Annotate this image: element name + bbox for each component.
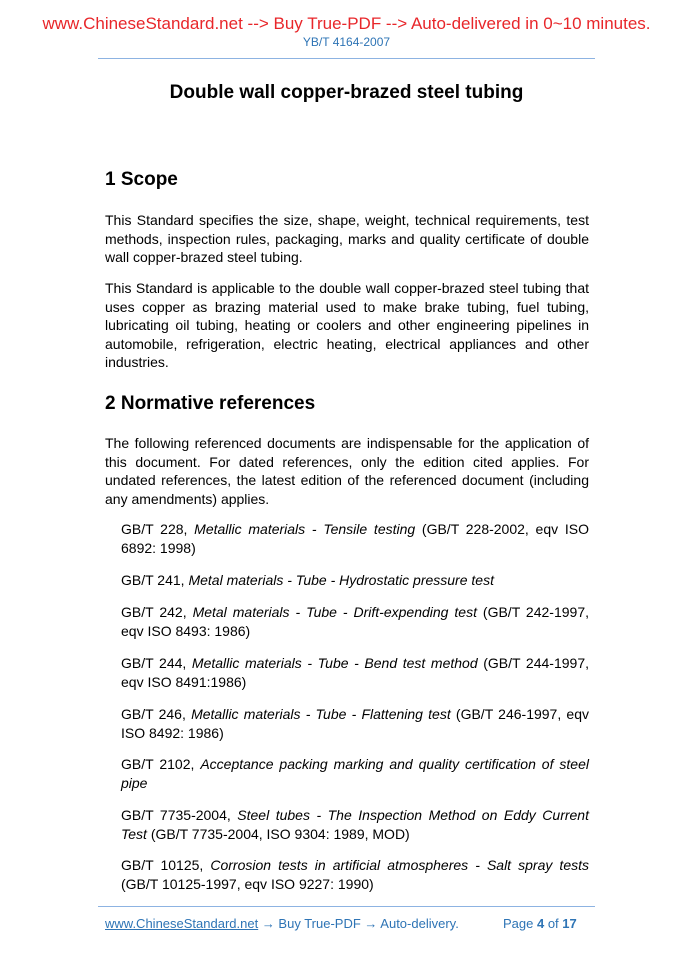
reference-note: (GB/T 246-1997, eqv ISO 8492: 1986) (121, 706, 590, 741)
footer-link[interactable]: www.ChineseStandard.net (105, 916, 259, 931)
section-heading-scope: 1 Scope (105, 169, 178, 190)
reference-code: GB/T 244, (121, 655, 192, 671)
reference-item (121, 705, 589, 742)
reference-item (121, 755, 589, 792)
of-label: of (544, 916, 563, 931)
total-pages: 17 (562, 916, 577, 931)
reference-note: (GB/T 10125-1997, eqv ISO 9227: 1990) (121, 875, 374, 892)
document-number: YB/T 4164-2007 (302, 35, 391, 49)
reference-title: Metal materials - Tube - Drift-expending test (192, 604, 477, 620)
document-title: Double wall copper-brazed steel tubing (169, 82, 524, 103)
promo-banner: www.ChineseStandard.net --> Buy True-PDF --> Auto-delivered in 0~10 minutes. (42, 14, 651, 33)
reference-item (121, 571, 589, 590)
reference-title: Steel tubes - The Inspection Method on Eddy Current Test (121, 807, 589, 842)
reference-note: (GB/T 7735-2004, ISO 9304: 1989, MOD) (146, 825, 410, 842)
reference-item (121, 856, 589, 893)
reference-note: (GB/T 228-2002, eqv ISO 6892: 1998) (121, 521, 589, 556)
footer-promo (105, 916, 459, 931)
reference-item (121, 654, 589, 691)
reference-item (121, 603, 589, 640)
footer-divider (98, 906, 595, 907)
scope-paragraph-2: This Standard is applicable to the double wall copper-brazed steel tubing that uses copper as brazing material used to make brake tubing, fuel tubing, lubricating oil tubing, heating or coolers and other engineering pipelines in automobile, refrigeration, electric heating, electrical appliances and other industries. (105, 280, 589, 370)
scope-paragraph-1: This Standard specifies the size, shape, weight, technical requirements, test methods, inspection rules, packaging, marks and quality certificate of double wall copper-brazed steel tubing. (105, 212, 589, 265)
reference-item (121, 520, 589, 557)
reference-title: Metal materials - Tube - Hydrostatic pressure test (188, 572, 494, 588)
reference-item (121, 806, 589, 843)
reference-title: Acceptance packing marking and quality certification of steel pipe (121, 756, 589, 791)
page-indicator (503, 916, 577, 931)
reference-code: GB/T 242, (121, 604, 193, 620)
reference-code: GB/T 2102, (121, 756, 201, 772)
current-page: 4 (536, 916, 545, 931)
reference-title: Metallic materials - Tensile testing (194, 521, 416, 537)
footer-text: → Buy True-PDF → Auto-delivery. (258, 916, 459, 931)
page-label: Page (503, 916, 537, 931)
reference-code: GB/T 7735-2004, (121, 807, 238, 823)
reference-title: Metallic materials - Tube - Flattening test (191, 706, 451, 722)
reference-title: Metallic materials - Tube - Bend test method (191, 655, 478, 671)
reference-note: (GB/T 244-1997, eqv ISO 8491:1986) (121, 655, 589, 690)
reference-code: GB/T 10125, (121, 857, 211, 873)
header-divider (98, 58, 595, 59)
reference-title: Corrosion tests in artificial atmospheres - Salt spray tests (210, 857, 590, 873)
reference-code: GB/T 228, (121, 521, 195, 537)
references-intro: The following referenced documents are indispensable for the application of this document. For dated references, only the edition cited applies. For undated references, the latest edition of the referenced document (including any amendments) applies. (105, 435, 589, 507)
reference-note: (GB/T 242-1997, eqv ISO 8493: 1986) (121, 604, 589, 639)
section-heading-normative-references: 2 Normative references (105, 393, 316, 414)
reference-code: GB/T 246, (121, 706, 192, 722)
reference-code: GB/T 241, (121, 572, 189, 588)
